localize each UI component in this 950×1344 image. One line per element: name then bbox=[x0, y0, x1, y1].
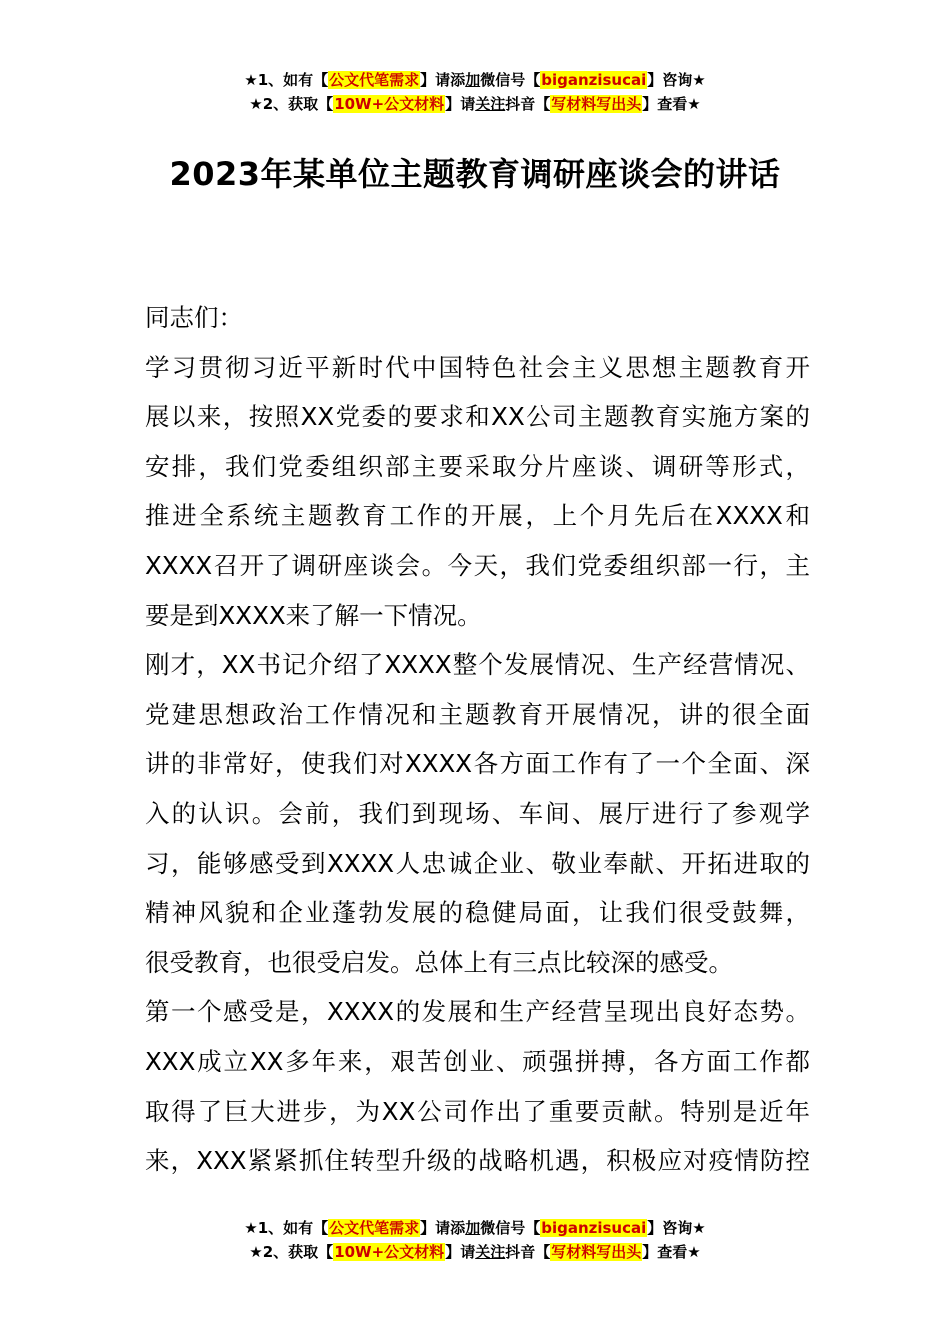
promo-banner-bottom bbox=[0, 1216, 950, 1264]
highlight-materials: 10W+公文材料 bbox=[334, 1243, 445, 1261]
promo-line-1: ★1、如有【公文代笔需求】请添加微信号【biganzisucai】咨询★ bbox=[244, 1219, 706, 1237]
paragraph-3: 第一个感受是，XXXX的发展和生产经营呈现出良好态势。 XXX成立XX多年来，艰苦创业、顽强拼搏，各方面工作都 取得了巨大进步，为XX公司作出了重要贡献。特别是近年 来，XXX紧紧抓住转型升级的战略机遇，积极应对疫情防控 bbox=[145, 997, 810, 1176]
promo-line-2: ★2、获取【10W+公文材料】请关注抖音【写材料写出头】查看★ bbox=[249, 95, 701, 113]
highlight-douyin-account: 写材料写出头 bbox=[551, 95, 642, 113]
paragraph-2: 刚才，XX书记介绍了XXXX整个发展情况、生产经营情况、 党建思想政治工作情况和主题教育开展情况，讲的很全面 讲的非常好，使我们对XXXX各方面工作有了一个全面、深 入的认识。会前，我们到现场、车间、展厅进行了参观学 习，能够感受到XXXX人忠诚企业、敬业奉献、开拓进取的 精神风貌和企业蓬勃发展的稳健局面，让我们很受鼓舞， 很受教育，也很受启发。总体上有三点比较深的感受。 bbox=[145, 650, 810, 977]
promo-line-1: ★1、如有【公文代笔需求】请添加微信号【biganzisucai】咨询★ bbox=[244, 71, 706, 89]
highlight-douyin-account: 写材料写出头 bbox=[551, 1243, 642, 1261]
promo-banner-top bbox=[0, 68, 950, 116]
highlight-service: 公文代笔需求 bbox=[329, 1219, 420, 1237]
highlight-service: 公文代笔需求 bbox=[329, 71, 420, 89]
highlight-wechat-id: biganzisucai bbox=[541, 1219, 647, 1237]
salutation: 同志们： bbox=[145, 303, 243, 332]
document-title: 2023年某单位主题教育调研座谈会的讲话 bbox=[169, 155, 781, 193]
document-body bbox=[145, 293, 810, 1186]
promo-line-2: ★2、获取【10W+公文材料】请关注抖音【写材料写出头】查看★ bbox=[249, 1243, 701, 1261]
paragraph-1: 学习贯彻习近平新时代中国特色社会主义思想主题教育开 展以来，按照XX党委的要求和XX公司主题教育实施方案的 安排，我们党委组织部主要采取分片座谈、调研等形式， 推进全系统主题教育工作的开展，上个月先后在XXXX和 XXXX召开了调研座谈会。今天，我们党委组织部一行，主 要是到XXXX来了解一下情况。 bbox=[145, 352, 810, 630]
highlight-wechat-id: biganzisucai bbox=[541, 71, 647, 89]
highlight-materials: 10W+公文材料 bbox=[334, 95, 445, 113]
